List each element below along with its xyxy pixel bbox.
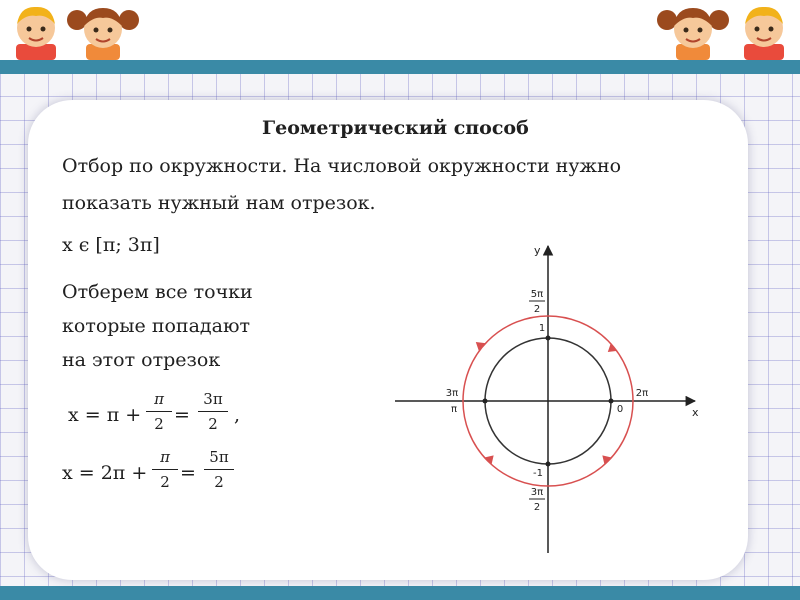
select-line-1: Отберем все точки: [62, 281, 253, 303]
girl-left-illustration: [66, 2, 140, 60]
label-zero: 0: [616, 404, 624, 415]
point-left: [483, 399, 488, 404]
interval-text: x ϵ [π; 3π]: [62, 234, 160, 256]
eq2-f1-num: π: [160, 448, 170, 466]
label-one: 1: [538, 323, 546, 334]
eq2-fraction-result: [202, 448, 236, 491]
arc-arrow-lower-right: [599, 452, 612, 465]
label-3pi2-den: 2: [533, 502, 541, 513]
boy-right-illustration: [734, 2, 794, 60]
girl-right-illustration: [656, 2, 730, 60]
intro-line-1: Отбор по окружности. На числовой окружности нужно: [62, 155, 622, 177]
arc-arrow-upper-right: [605, 343, 618, 356]
point-right: [609, 399, 614, 404]
eq2-f2-num: 5π: [209, 448, 229, 466]
arc-arrow-upper-left: [473, 338, 486, 351]
eq1-f2-den: 2: [208, 415, 218, 433]
eq2-fraction-pi-over-2: [150, 448, 180, 491]
slide-heading: Геометрический способ: [262, 117, 529, 139]
label-3pi2-num: 3π: [530, 487, 544, 498]
number-circle-diagram: [380, 236, 710, 558]
point-top: [546, 336, 551, 341]
eq1-f1-den: 2: [154, 415, 164, 433]
eq1-fraction-result: [196, 390, 230, 433]
select-line-2: которые попадают: [62, 315, 251, 337]
eq2-f1-den: 2: [160, 473, 170, 491]
label-5pi-den: 2: [533, 304, 541, 315]
eq1-comma: ,: [234, 404, 241, 426]
bottom-stripe: [0, 586, 800, 600]
label-pi: π: [450, 404, 458, 415]
eq1-f1-num: π: [154, 390, 164, 408]
label-5pi-num: 5π: [530, 289, 544, 300]
point-bottom: [546, 462, 551, 467]
boy-left-illustration: [6, 2, 66, 60]
eq1-equals: =: [174, 404, 190, 426]
label-3pi-left: 3π: [445, 388, 459, 399]
eq2-f2-den: 2: [214, 473, 224, 491]
top-stripe: [0, 60, 800, 74]
eq1-fraction-pi-over-2: [144, 390, 174, 433]
eq1-lhs: x = π +: [68, 404, 142, 426]
eq2-equals: =: [180, 462, 196, 484]
select-line-3: на этот отрезок: [62, 349, 221, 371]
arc-arrow-lower-left: [484, 452, 497, 465]
label-2pi: 2π: [635, 388, 649, 399]
intro-line-2: показать нужный нам отрезок.: [62, 192, 376, 214]
eq1-f2-num: 3π: [203, 390, 223, 408]
eq2-lhs: x = 2π +: [62, 462, 148, 484]
axis-x-label: x: [692, 406, 699, 419]
label-minus-one: -1: [533, 468, 543, 479]
axis-y-label: y: [534, 244, 541, 257]
